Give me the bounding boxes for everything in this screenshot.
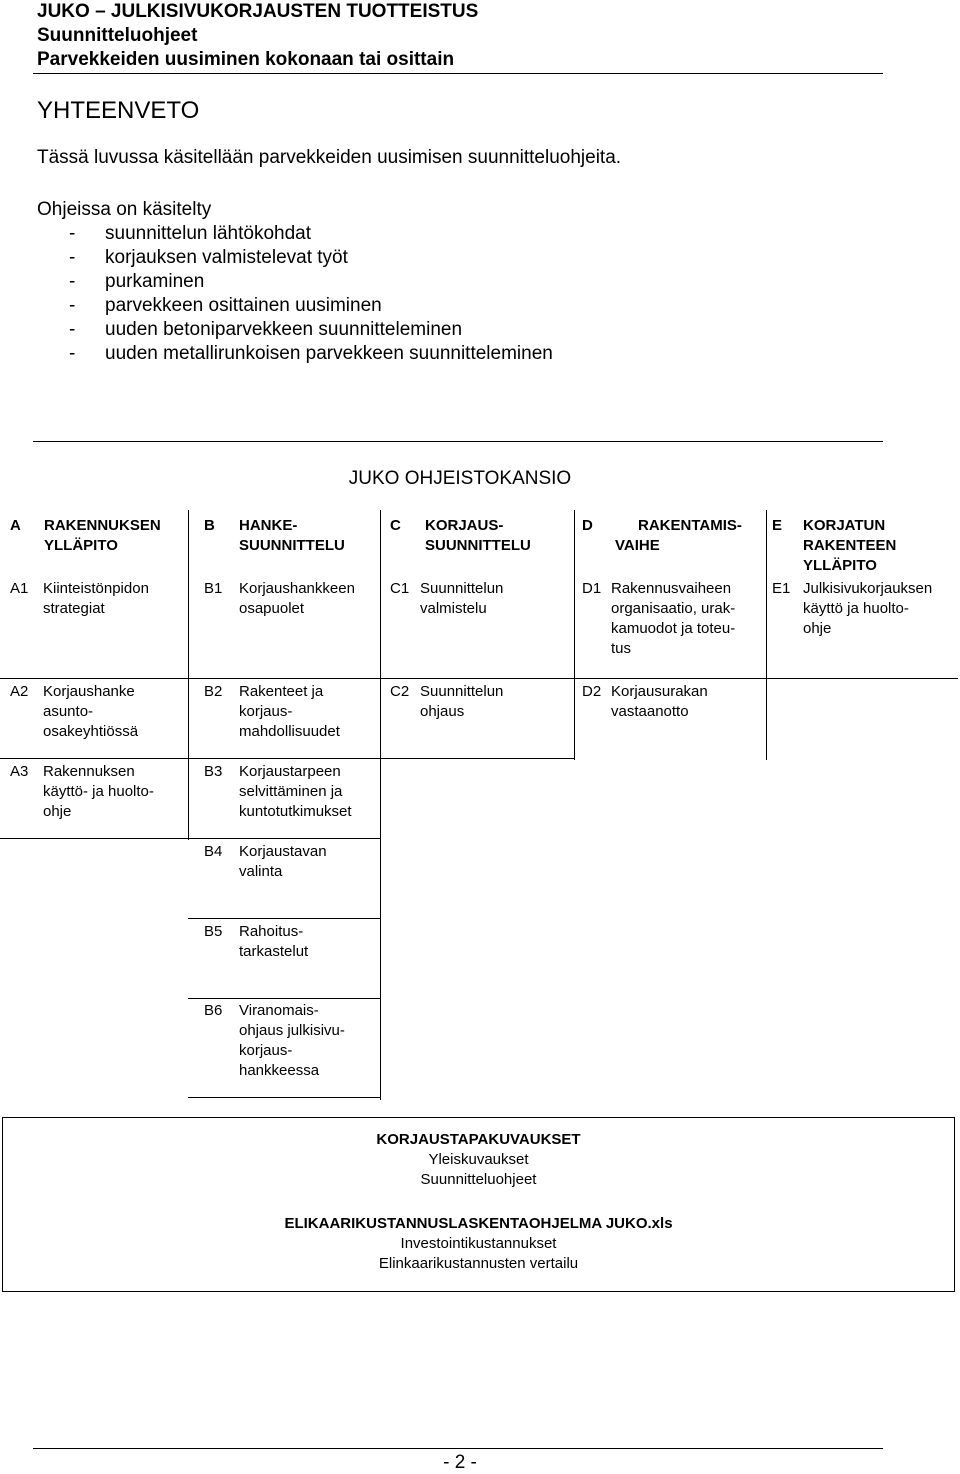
item-b2: B2 Rakenteet ja korjaus- mahdollisuudet [204,683,340,740]
box-title-2: ELIKAARIKUSTANNUSLASKENTAOHJELMA JUKO.xls [284,1215,673,1232]
intro-paragraph: Tässä luvussa käsitellään parvekkeiden uusimisen suunnitteluohjeita. [37,147,622,168]
row-divider [0,758,575,759]
box-group-2 [3,1214,954,1274]
column-header-d: D RAKENTAMIS- VAIHE [582,517,742,554]
row-divider [188,918,381,919]
column-divider [766,510,767,760]
item-a1: A1 Kiinteistönpidon strategiat [10,580,149,617]
column-divider [188,510,189,840]
item-c2: C2 Suunnittelun ohjaus [390,683,504,720]
list-item: - uuden metallirunkoisen parvekkeen suunnitteleminen [69,343,553,364]
column-header-b: B HANKE- SUUNNITTELU [204,517,345,554]
item-b4: B4 Korjaustavan valinta [204,843,327,880]
item-b5: B5 Rahoitus- tarkastelut [204,923,309,960]
binder-title: JUKO OHJEISTOKANSIO [348,468,572,489]
topics-list [37,222,553,366]
column-divider [380,510,381,1100]
repair-descriptions-box [2,1117,955,1292]
list-item: - uuden betoniparvekkeen suunnitteleminen [69,319,463,340]
box-group-1 [3,1130,954,1190]
list-item: - korjauksen valmistelevat työt [69,247,348,268]
column-header-c: C KORJAUS- SUUNNITTELU [390,517,531,554]
column-divider [574,510,575,760]
item-b6: B6 Viranomais- ohjaus julkisivu- korjaus- hankkeessa [204,1002,345,1079]
list-item: - purkaminen [69,271,205,292]
item-e1: E1 Julkisivukorjauksen käyttö ja huolto- ohje [772,580,933,637]
item-d2: D2 Korjausurakan vastaanotto [582,683,708,720]
box-line-2: Suunnitteluohjeet [420,1171,537,1188]
list-item: - suunnittelun lähtökohdat [69,223,311,244]
item-a3: A3 Rakennuksen käyttö- ja huolto- ohje [10,763,154,820]
row-divider [188,1097,381,1098]
header-line-2: Suunnitteluohjeet [37,25,198,46]
page-number: - 2 - [443,1452,477,1473]
column-header-e: E KORJATUN RAKENTEEN YLLÄPITO [772,517,897,574]
document-header [37,0,897,72]
summary-heading: YHTEENVETO [37,97,200,124]
header-line-1: JUKO – JULKISIVUKORJAUSTEN TUOTTEISTUS [37,1,479,22]
item-a2: A2 Korjaushanke asunto- osakeyhtiössä [10,683,139,740]
column-header-a: A RAKENNUKSEN YLLÄPITO [10,517,161,554]
list-item: - parvekkeen osittainen uusiminen [69,295,382,316]
item-b1: B1 Korjaushankkeen osapuolet [204,580,355,617]
box-title-1: KORJAUSTAPAKUVAUKSET [376,1131,581,1148]
header-line-3: Parvekkeiden uusiminen kokonaan tai osittain [37,49,455,70]
item-d1: D1 Rakennusvaiheen organisaatio, urak- kamuodot ja toteu- tus [582,580,736,657]
section-divider [33,441,883,442]
row-divider [188,998,381,999]
topics-lead: Ohjeissa on käsitelty [37,199,212,220]
box-line-4: Elinkaarikustannusten vertailu [378,1255,579,1272]
header-divider [33,73,883,74]
item-c1: C1 Suunnittelun valmistelu [390,580,504,617]
item-b3: B3 Korjaustarpeen selvittäminen ja kuntotutkimukset [204,763,352,820]
box-line-1: Yleiskuvaukset [428,1151,529,1168]
row-divider [0,678,958,679]
footer-divider [33,1448,883,1449]
box-line-3: Investointikustannukset [400,1235,557,1252]
row-divider [0,838,381,839]
